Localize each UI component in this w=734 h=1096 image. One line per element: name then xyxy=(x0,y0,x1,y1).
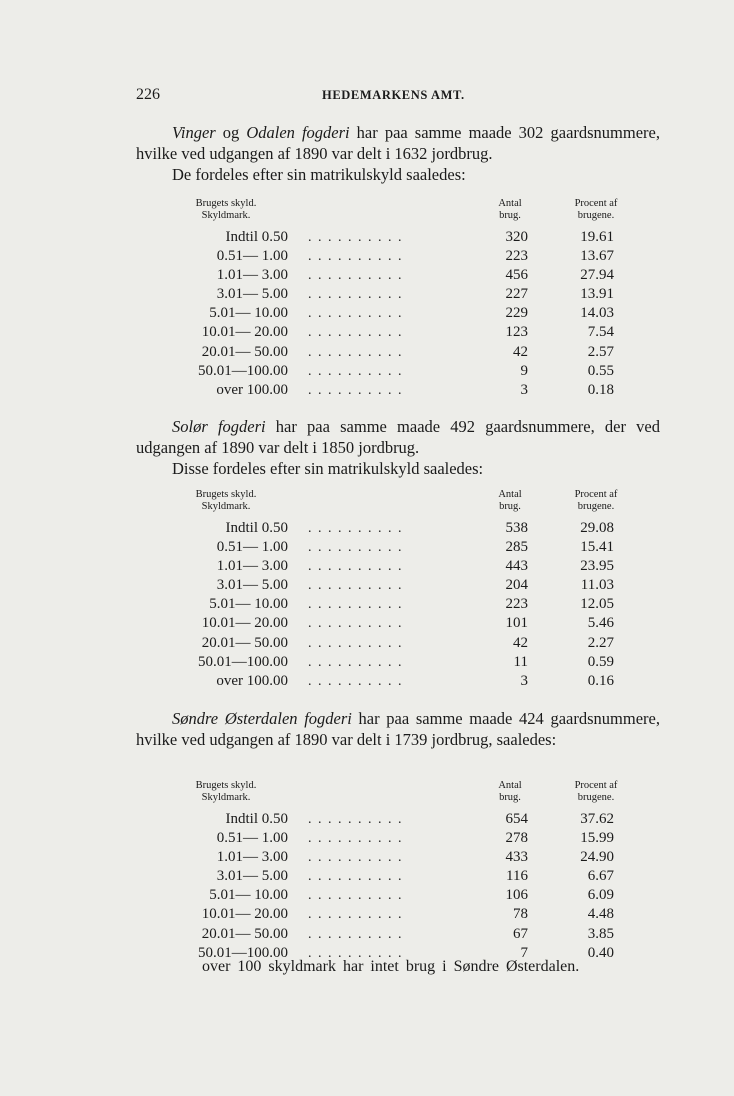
table-row xyxy=(150,228,650,247)
table-row xyxy=(150,886,650,905)
row-antal: 67 xyxy=(513,925,528,942)
col-skyld-2: Skyldmark. xyxy=(201,501,251,512)
col-skyld-1: Brugets skyld. xyxy=(195,198,257,209)
table-row xyxy=(150,304,650,323)
leader-dots: .......... xyxy=(308,268,408,284)
table-row xyxy=(150,810,650,829)
row-procent: 0.40 xyxy=(587,944,614,961)
row-label: Indtil 0.50 xyxy=(225,229,288,245)
table-row xyxy=(150,343,650,362)
leader-dots: .......... xyxy=(308,945,408,961)
row-antal: 42 xyxy=(513,634,528,651)
table-3 xyxy=(150,780,650,963)
col-skyld xyxy=(176,198,276,222)
section-1-paragraph xyxy=(136,122,660,164)
row-procent: 13.91 xyxy=(580,286,614,303)
row-procent: 15.99 xyxy=(580,830,614,847)
leader-dots: .......... xyxy=(308,249,408,265)
row-procent: 24.90 xyxy=(580,849,614,866)
row-procent: 0.16 xyxy=(587,672,614,689)
leader-dots: .......... xyxy=(308,382,408,398)
table-row xyxy=(150,848,650,867)
table-row xyxy=(150,653,650,672)
table-row xyxy=(150,285,650,304)
section-1-subline: De fordeles efter sin matrikulskyld saaledes: xyxy=(172,165,466,184)
row-procent: 4.48 xyxy=(587,906,614,923)
row-antal: 223 xyxy=(505,596,528,613)
leader-dots: .......... xyxy=(308,325,408,341)
table-1 xyxy=(150,198,650,400)
row-antal: 227 xyxy=(505,286,528,303)
leader-dots: .......... xyxy=(308,344,408,360)
col-antal-1: Antal xyxy=(498,780,522,791)
table-row xyxy=(150,595,650,614)
table-row xyxy=(150,634,650,653)
row-label: 0.51— 1.00 xyxy=(216,539,288,556)
row-label: 1.01— 3.00 xyxy=(216,849,288,866)
row-antal: 538 xyxy=(505,520,528,536)
table-row xyxy=(150,381,650,400)
row-procent: 7.54 xyxy=(587,324,614,341)
table-2 xyxy=(150,489,650,691)
row-procent: 2.57 xyxy=(587,343,614,360)
row-antal: 78 xyxy=(513,906,528,923)
leader-dots: .......... xyxy=(308,907,408,923)
table-row xyxy=(150,905,650,924)
row-antal: 443 xyxy=(505,558,528,575)
row-label: 3.01— 5.00 xyxy=(216,868,288,885)
col-skyld xyxy=(176,489,276,513)
running-title: HEDEMARKENS AMT. xyxy=(322,88,465,102)
leader-dots: .......... xyxy=(308,363,408,379)
row-label: 20.01— 50.00 xyxy=(201,634,288,651)
leader-dots: .......... xyxy=(308,578,408,594)
col-procent-2: brugene. xyxy=(577,792,615,803)
col-skyld-2: Skyldmark. xyxy=(201,210,251,221)
col-antal-2: brug. xyxy=(499,210,521,221)
leader-dots: .......... xyxy=(308,831,408,847)
col-procent xyxy=(556,780,636,804)
row-procent: 5.46 xyxy=(587,615,614,632)
running-header xyxy=(136,86,660,106)
table-header xyxy=(150,198,650,228)
row-antal: 654 xyxy=(505,811,528,827)
row-antal: 11 xyxy=(513,653,528,670)
row-procent: 37.62 xyxy=(580,811,614,827)
row-procent: 19.61 xyxy=(580,229,614,245)
row-antal: 9 xyxy=(520,362,528,379)
row-antal: 223 xyxy=(505,248,528,265)
leader-dots: .......... xyxy=(308,521,408,536)
closing-line: over 100 skyldmark har intet brug i Søndre Østerdalen. xyxy=(202,958,580,975)
row-label: Indtil 0.50 xyxy=(225,811,288,827)
table-body xyxy=(150,519,650,691)
row-antal: 3 xyxy=(520,672,528,689)
leader-dots: .......... xyxy=(308,869,408,885)
page-number: 226 xyxy=(136,86,160,103)
district-name: Vinger xyxy=(172,123,216,142)
row-antal: 204 xyxy=(505,577,528,594)
row-label: 1.01— 3.00 xyxy=(216,267,288,284)
row-label: 10.01— 20.00 xyxy=(201,615,288,632)
row-antal: 7 xyxy=(520,944,528,961)
leader-dots: .......... xyxy=(308,654,408,670)
row-label: 5.01— 10.00 xyxy=(209,305,288,322)
district-name: Søndre Østerdalen fogderi xyxy=(172,709,352,728)
intro-text: har paa samme maade 424 gaardsnummere, hvilke ved udgangen af 1890 var delt i 1739 jordbrug, saaledes: xyxy=(136,709,660,749)
col-antal-1: Antal xyxy=(498,198,522,209)
table-row xyxy=(150,362,650,381)
row-antal: 42 xyxy=(513,343,528,360)
row-procent: 2.27 xyxy=(587,634,614,651)
leader-dots: .......... xyxy=(308,635,408,651)
col-procent xyxy=(556,198,636,222)
leader-dots: .......... xyxy=(308,559,408,575)
row-label: 5.01— 10.00 xyxy=(209,887,288,904)
section-2-paragraph xyxy=(136,416,660,458)
col-skyld-1: Brugets skyld. xyxy=(195,489,257,500)
row-antal: 116 xyxy=(506,868,528,885)
district-name-2: Odalen fogderi xyxy=(246,123,350,142)
intro-text: har paa samme maade 302 gaardsnummere, hvilke ved udgangen af 1890 var delt i 1632 jordbrug. xyxy=(136,123,660,163)
row-procent: 11.03 xyxy=(580,577,614,594)
section-3-intro xyxy=(136,708,660,750)
row-label: over 100.00 xyxy=(216,672,288,689)
row-label: 1.01— 3.00 xyxy=(216,558,288,575)
section-1-intro xyxy=(136,122,660,185)
intro-text: har paa samme maade 492 gaardsnummere, der ved udgangen af 1890 var delt i 1850 jordbrug. xyxy=(136,417,660,457)
leader-dots: .......... xyxy=(308,306,408,322)
col-procent-2: brugene. xyxy=(577,210,615,221)
table-row xyxy=(150,519,650,538)
table-row xyxy=(150,557,650,576)
table-row xyxy=(150,867,650,886)
row-procent: 13.67 xyxy=(580,248,614,265)
row-procent: 0.59 xyxy=(587,653,614,670)
table-header xyxy=(150,489,650,519)
row-procent: 0.55 xyxy=(587,362,614,379)
table-body xyxy=(150,228,650,400)
col-antal-2: brug. xyxy=(499,501,521,512)
row-label: 50.01—100.00 xyxy=(198,653,288,670)
leader-dots: .......... xyxy=(308,926,408,942)
row-label: 3.01— 5.00 xyxy=(216,577,288,594)
row-antal: 320 xyxy=(505,229,528,245)
table-row xyxy=(150,614,650,633)
row-procent: 23.95 xyxy=(580,558,614,575)
table-row xyxy=(150,925,650,944)
row-antal: 433 xyxy=(505,849,528,866)
col-antal-1: Antal xyxy=(498,489,522,500)
table-row xyxy=(150,323,650,342)
table-row xyxy=(150,829,650,848)
row-label: 50.01—100.00 xyxy=(198,362,288,379)
row-antal: 106 xyxy=(505,887,528,904)
section-2-subline: Disse fordeles efter sin matrikulskyld saaledes: xyxy=(172,459,484,478)
row-procent: 29.08 xyxy=(580,520,614,536)
row-label: 3.01— 5.00 xyxy=(216,286,288,303)
row-antal: 456 xyxy=(505,267,528,284)
table-row xyxy=(150,672,650,691)
row-label: 20.01— 50.00 xyxy=(201,925,288,942)
col-procent-1: Procent af xyxy=(574,489,618,500)
table-body xyxy=(150,810,650,963)
row-label: 5.01— 10.00 xyxy=(209,596,288,613)
leader-dots: .......... xyxy=(308,597,408,613)
leader-dots: .......... xyxy=(308,888,408,904)
row-procent: 14.03 xyxy=(580,305,614,322)
row-procent: 6.67 xyxy=(587,868,614,885)
row-procent: 3.85 xyxy=(587,925,614,942)
row-antal: 229 xyxy=(505,305,528,322)
leader-dots: .......... xyxy=(308,850,408,866)
row-label: 10.01— 20.00 xyxy=(201,324,288,341)
row-antal: 123 xyxy=(505,324,528,341)
leader-dots: .......... xyxy=(308,287,408,303)
row-label: 20.01— 50.00 xyxy=(201,343,288,360)
col-skyld-1: Brugets skyld. xyxy=(195,780,257,791)
leader-dots: .......... xyxy=(308,540,408,556)
col-antal xyxy=(490,489,530,513)
col-antal xyxy=(490,198,530,222)
table-header xyxy=(150,780,650,810)
leader-dots: .......... xyxy=(308,673,408,689)
leader-dots: .......... xyxy=(308,812,408,827)
row-label: 10.01— 20.00 xyxy=(201,906,288,923)
row-procent: 15.41 xyxy=(580,539,614,556)
row-procent: 0.18 xyxy=(587,381,614,398)
row-procent: 12.05 xyxy=(580,596,614,613)
row-antal: 3 xyxy=(520,381,528,398)
col-skyld xyxy=(176,780,276,804)
table-row xyxy=(150,576,650,595)
row-label: Indtil 0.50 xyxy=(225,520,288,536)
row-antal: 101 xyxy=(505,615,528,632)
col-procent-1: Procent af xyxy=(574,780,618,791)
col-antal xyxy=(490,780,530,804)
leader-dots: .......... xyxy=(308,616,408,632)
district-name: Solør fogderi xyxy=(172,417,266,436)
intro-text: og xyxy=(215,123,247,142)
row-procent: 27.94 xyxy=(580,267,614,284)
row-antal: 285 xyxy=(505,539,528,556)
col-antal-2: brug. xyxy=(499,792,521,803)
row-label: 0.51— 1.00 xyxy=(216,830,288,847)
row-label: 50.01—100.00 xyxy=(198,944,288,961)
row-label: 0.51— 1.00 xyxy=(216,248,288,265)
table-row xyxy=(150,538,650,557)
col-procent-2: brugene. xyxy=(577,501,615,512)
section-3-paragraph xyxy=(136,708,660,750)
leader-dots: .......... xyxy=(308,230,408,245)
row-label: over 100.00 xyxy=(216,381,288,398)
table-row xyxy=(150,266,650,285)
col-procent xyxy=(556,489,636,513)
col-procent-1: Procent af xyxy=(574,198,618,209)
section-2-intro xyxy=(136,416,660,479)
col-skyld-2: Skyldmark. xyxy=(201,792,251,803)
row-antal: 278 xyxy=(505,830,528,847)
row-procent: 6.09 xyxy=(587,887,614,904)
table-row xyxy=(150,247,650,266)
